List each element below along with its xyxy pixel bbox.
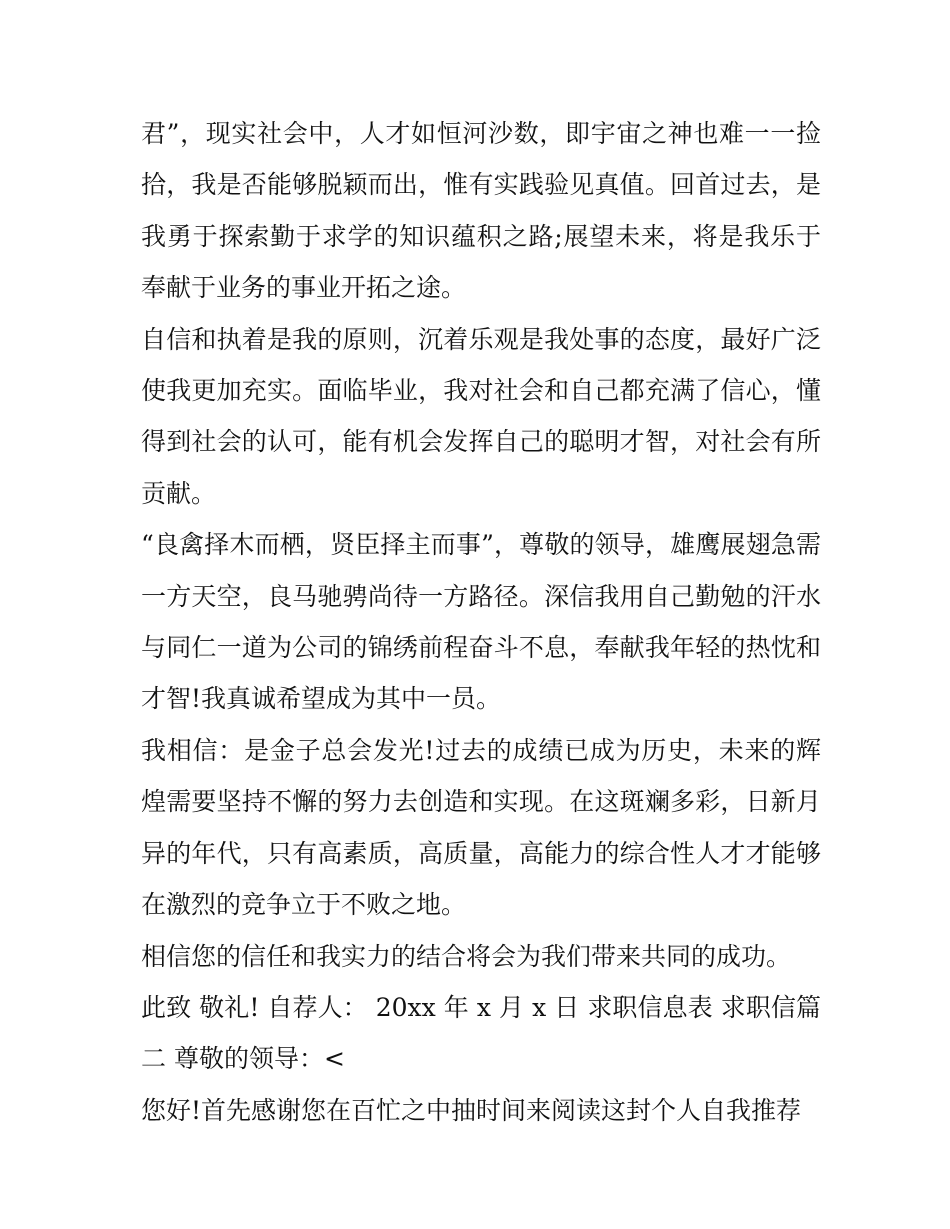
paragraph-3: “良禽择木而栖，贤臣择主而事”，尊敬的领导，雄鹰展翅急需一方天空，良马驰骋尚待一方路径。深信我用自己勤勉的汗水与同仁一道为公司的锦绣前程奋斗不息，奉献我年轻的热忱和才智!我真诚希望成为其中一员。: [141, 530, 821, 714]
paragraph-6: 此致 敬礼! 自荐人： 20xx 年 x 月 x 日 求职信息表 求职信篇二 尊敬的领导：<: [141, 992, 821, 1074]
paragraph-2: 自信和执着是我的原则，沉着乐观是我处事的态度，最好广泛使我更加充实。面临毕业，我对社会和自己都充满了信心，懂得到社会的认可，能有机会发挥自己的聪明才智，对社会有所贡献。: [141, 324, 821, 508]
paragraph-1: 君”，现实社会中，人才如恒河沙数，即宇宙之神也难一一捡拾，我是否能够脱颖而出，惟有实践验见真值。回首过去，是我勇于探索勤于求学的知识蕴积之路;展望未来，将是我乐于奉献于业务的事业开拓之途。: [141, 119, 821, 303]
paragraph-4: 我相信：是金子总会发光!过去的成绩已成为历史，未来的辉煌需要坚持不懈的努力去创造和实现。在这斑斓多彩，日新月异的年代，只有高素质，高质量，高能力的综合性人才才能够在激烈的竞争立于不败之地。: [141, 735, 821, 920]
paragraph-7: 您好!首先感谢您在百忙之中抽时间来阅读这封个人自我推荐: [141, 1095, 802, 1125]
paragraph-5: 相信您的信任和我实力的结合将会为我们带来共同的成功。: [141, 941, 792, 971]
letter-body: [141, 108, 821, 1136]
